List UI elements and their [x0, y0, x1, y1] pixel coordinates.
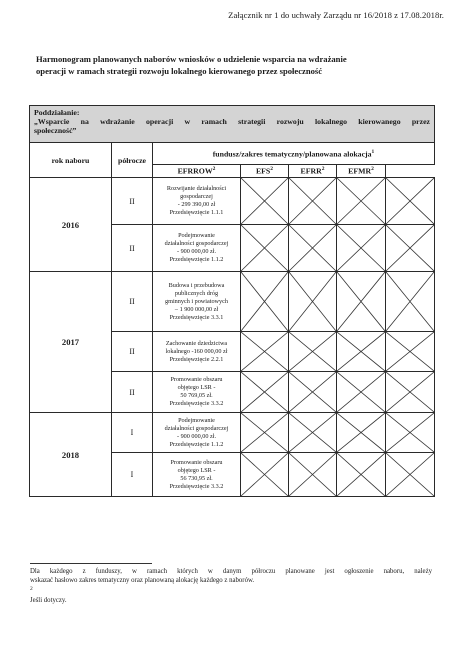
not-applicable-cell — [241, 332, 289, 372]
allocation-line: Przedsięwzięcie 3.3.2 — [169, 400, 224, 407]
not-applicable-cell — [386, 272, 435, 332]
efrrow-allocation-cell — [153, 413, 241, 453]
footnote-mark: 2 — [30, 586, 33, 592]
half-column-header: półrocze — [112, 143, 153, 178]
footnote-text: Jeśli dotyczy. — [30, 597, 67, 605]
not-applicable-cell — [241, 372, 289, 413]
document-title — [36, 54, 426, 78]
not-applicable-cell — [289, 332, 337, 372]
allocation-line: działalności gospodarczej — [164, 424, 229, 432]
fund-name: EFS — [255, 166, 271, 176]
cross-mark — [337, 332, 385, 371]
not-applicable-cell — [337, 453, 386, 497]
allocation-line: Przedsięwzięcie 3.3.1 — [169, 313, 224, 321]
fund-efmr-header — [337, 165, 386, 178]
not-applicable-cell — [337, 272, 386, 332]
subaction-header — [30, 106, 435, 143]
allocation-line: gminnych i powiatowych — [165, 297, 228, 305]
cross-mark — [337, 372, 385, 412]
allocation-line: 50 769,05 zł. — [180, 392, 213, 399]
half-cell: II — [112, 178, 153, 225]
not-applicable-cell — [386, 372, 435, 413]
fund-name: EFRR — [300, 166, 322, 176]
cross-mark — [337, 413, 385, 452]
not-applicable-cell — [289, 178, 337, 225]
allocation-line: Przedsięwzięcie 1.1.2 — [169, 440, 224, 448]
allocation-line: gospodarczej — [180, 193, 213, 200]
cross-mark — [289, 332, 336, 371]
allocation-line: - 900 000,00 zł. — [176, 432, 216, 440]
year-column-header: rok naboru — [30, 143, 112, 178]
not-applicable-cell — [337, 332, 386, 372]
allocation-line: Rozwijanie działalności — [166, 185, 227, 192]
half-cell: II — [112, 272, 153, 332]
not-applicable-cell — [386, 178, 435, 225]
cross-mark — [386, 453, 434, 496]
not-applicable-cell — [386, 225, 435, 272]
not-applicable-cell — [337, 178, 386, 225]
year-cell: 2018 — [30, 413, 112, 497]
not-applicable-cell — [289, 225, 337, 272]
allocation-line: lokalnego -160 000,00 zł — [165, 347, 228, 355]
not-applicable-cell — [289, 413, 337, 453]
half-cell: II — [112, 332, 153, 372]
fund-name: EFRROW — [177, 166, 213, 176]
footnote-text: Dla każdego z funduszy, w ramach których w danym półroczu planowane jest ogłoszenie naboru, należy — [30, 568, 432, 575]
allocation-line: Promowanie obszaru — [170, 458, 223, 466]
cross-mark — [241, 178, 288, 224]
cross-mark — [241, 225, 288, 271]
efrrow-allocation-cell — [153, 272, 241, 332]
year-cell: 2017 — [30, 272, 112, 413]
efrrow-allocation-cell — [153, 225, 241, 272]
allocation-line: Zachowanie dziedzictwa — [165, 339, 228, 347]
cross-mark — [386, 225, 434, 271]
cross-mark — [337, 453, 385, 496]
table-row — [30, 178, 435, 225]
footnote-ref: 2 — [371, 166, 374, 173]
allocation-line: Przedsięwzięcie 3.3.2 — [169, 482, 224, 490]
table-row — [30, 272, 435, 332]
footnote-ref: 2 — [270, 166, 274, 173]
cross-mark — [386, 413, 434, 452]
cross-mark — [241, 372, 288, 412]
allocation-line: 56 730,95 zł. — [180, 474, 213, 482]
not-applicable-cell — [289, 372, 337, 413]
efrrow-allocation-cell — [153, 178, 241, 225]
allocation-line: objętego LSR - — [177, 466, 216, 474]
not-applicable-cell — [241, 178, 289, 225]
not-applicable-cell — [337, 225, 386, 272]
cross-mark — [386, 178, 434, 224]
allocation-line: Promowanie obszaru — [170, 376, 223, 383]
allocation-line: Przedsięwzięcie 1.1.1 — [169, 209, 224, 216]
allocation-line: – 1 900 000,00 zł — [174, 305, 219, 313]
allocation-line: - 299 390,00 zł — [177, 201, 216, 208]
fund-header-text: fundusz/zakres tematyczny/planowana alokacja — [212, 149, 372, 159]
allocation-line: Budowa i przebudowa — [168, 281, 225, 289]
year-cell: 2016 — [30, 178, 112, 272]
cross-mark — [289, 272, 336, 331]
cross-mark — [337, 178, 385, 224]
schedule-table — [29, 105, 435, 497]
fund-name: EFMR — [348, 166, 372, 176]
table-row — [30, 413, 435, 453]
attachment-note: Załącznik nr 1 do uchwały Zarządu nr 16/2018 z 17.08.2018r. — [228, 10, 444, 20]
not-applicable-cell — [386, 453, 435, 497]
not-applicable-cell — [289, 453, 337, 497]
cross-mark — [241, 413, 288, 452]
cross-mark — [289, 225, 336, 271]
cross-mark — [386, 372, 434, 412]
half-cell: II — [112, 225, 153, 272]
efrrow-allocation-cell — [153, 372, 241, 413]
not-applicable-cell — [241, 225, 289, 272]
subaction-name-line: „Wsparcie na wdrażanie operacji w ramach strategii rozwoju lokalnego kierowanego przez — [34, 116, 431, 126]
cross-mark — [386, 272, 434, 331]
cross-mark — [289, 453, 336, 496]
not-applicable-cell — [241, 413, 289, 453]
half-cell: I — [112, 453, 153, 497]
cross-mark — [289, 178, 336, 224]
cross-mark — [386, 332, 434, 371]
allocation-line: Przedsięwzięcie 1.1.2 — [169, 256, 224, 263]
half-cell: II — [112, 372, 153, 413]
cross-mark — [289, 413, 336, 452]
footnote-item — [30, 585, 432, 605]
not-applicable-cell — [241, 272, 289, 332]
fund-efrr-header — [289, 165, 337, 178]
allocation-line: Podejmowanie — [178, 232, 215, 239]
efrrow-allocation-cell — [153, 332, 241, 372]
cross-mark — [241, 332, 288, 371]
title-line: operacji w ramach strategii rozwoju lokalnego kierowanego przez społeczność — [36, 65, 323, 76]
footnote-ref: 2 — [212, 166, 216, 173]
allocation-line: - 900 000,00 zł. — [176, 248, 216, 255]
title-line: Harmonogram planowanych naborów wniosków o udzielenie wsparcia na wdrażanie — [36, 54, 347, 64]
not-applicable-cell — [289, 272, 337, 332]
footnotes — [30, 567, 432, 605]
half-cell: I — [112, 413, 153, 453]
allocation-line: publicznych dróg — [174, 289, 219, 297]
not-applicable-cell — [337, 413, 386, 453]
cross-mark — [241, 272, 288, 331]
not-applicable-cell — [337, 372, 386, 413]
cross-mark — [337, 225, 385, 271]
footnote-ref: 1 — [371, 148, 375, 155]
allocation-line: Przedsięwzięcie 2.2.1 — [169, 355, 224, 363]
fund-efs-header — [241, 165, 289, 178]
footnote-text: wskazać hasłowo zakres tematyczny oraz planowaną alokację każdego z naborów. — [30, 577, 255, 584]
efrrow-allocation-cell — [153, 453, 241, 497]
allocation-line: objętego LSR - — [177, 384, 216, 391]
not-applicable-cell — [386, 413, 435, 453]
not-applicable-cell — [386, 332, 435, 372]
footnote-ref: 2 — [321, 166, 325, 173]
cross-mark — [337, 272, 385, 331]
subaction-name-line: społeczność” — [34, 125, 77, 135]
footnote-divider — [30, 563, 152, 564]
fund-column-header — [153, 143, 435, 165]
not-applicable-cell — [241, 453, 289, 497]
allocation-line: Podejmowanie — [178, 416, 215, 424]
fund-efrrow-header — [153, 165, 241, 178]
cross-mark — [289, 372, 336, 412]
allocation-line: działalności gospodarczej — [164, 240, 229, 247]
subaction-label: Poddziałanie: — [34, 108, 80, 117]
cross-mark — [241, 453, 288, 496]
